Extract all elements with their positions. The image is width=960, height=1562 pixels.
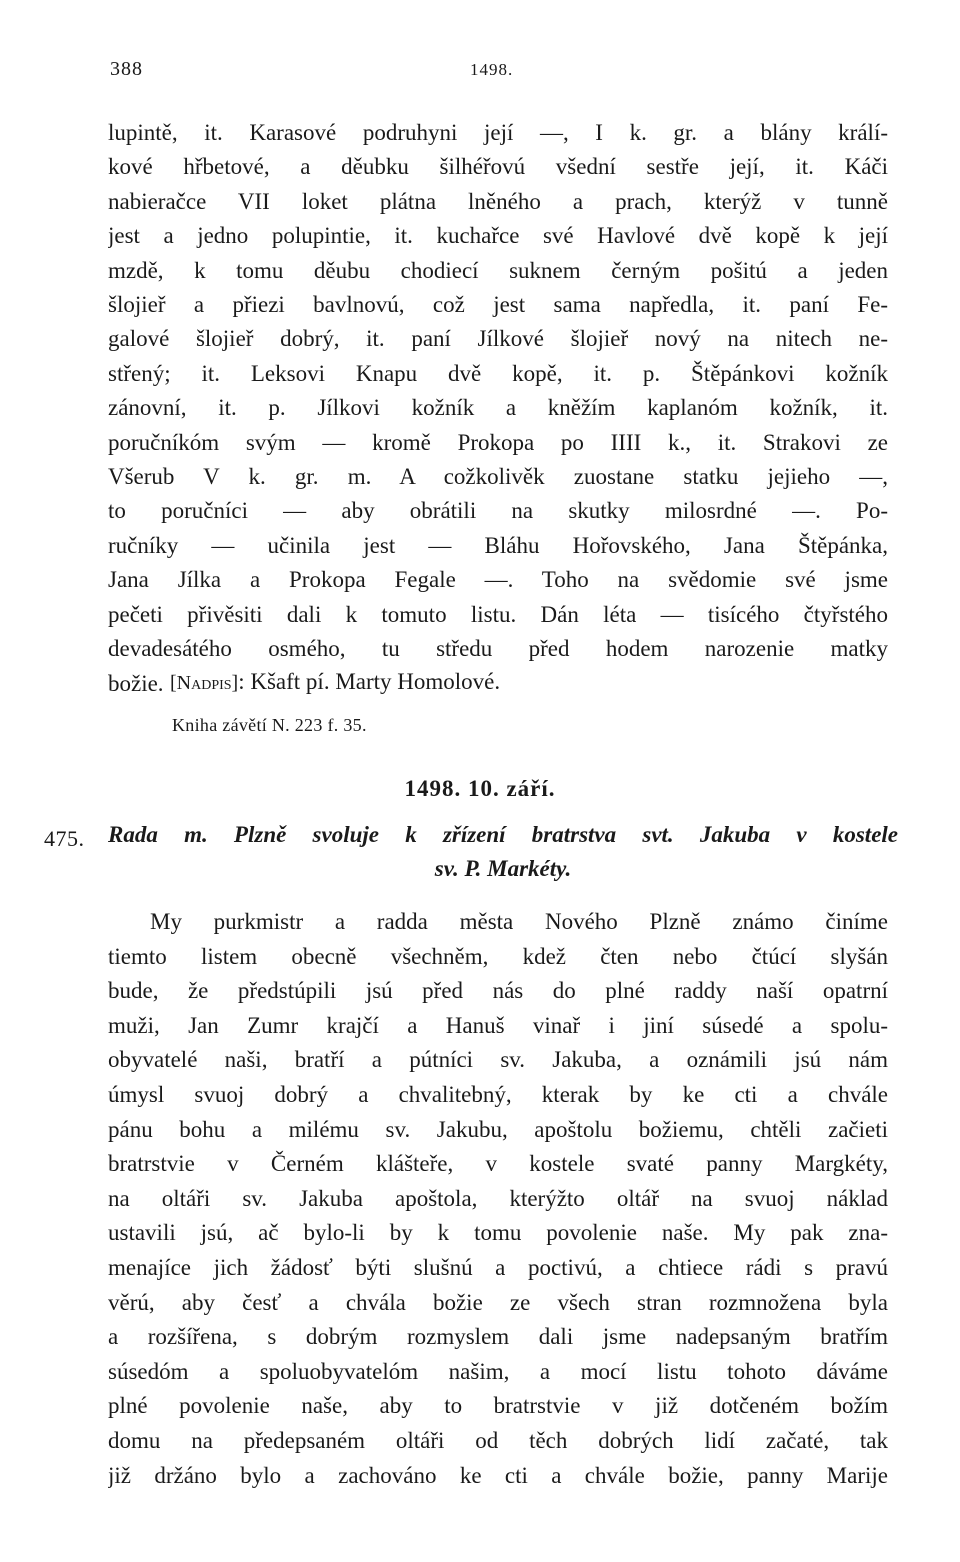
text-line: zánovní, it. p. Jílkovi kožník a kněžím kaplanóm kožník, it. xyxy=(108,395,888,421)
text-line: devadesátého osmého, tu středu před hodem narozenie matky xyxy=(108,636,888,662)
page-number: 388 xyxy=(110,58,143,80)
text-line: Všerub V k. gr. m. A cožkolivěk zuostane statku jejieho —, xyxy=(108,464,888,490)
text-line: tiemto listem obecně všechněm, kdež čten nebo čtúcí slyšán xyxy=(108,943,888,969)
text-line: na oltáři sv. Jakuba apoštola, kterýžto oltář na svuoj náklad xyxy=(108,1185,888,1211)
text-line: súsedóm a spoluobyvatelóm našim, a mocí listu tohoto dáváme xyxy=(108,1358,888,1384)
text-line: již držáno bylo a zachováno ke cti a chvále božie, panny Marije xyxy=(108,1462,888,1488)
regest-line: sv. P. Markéty. xyxy=(434,856,572,881)
text-line: ustavili jsú, ač bylo-li by k tomu povolenie naše. My pak zna- xyxy=(108,1220,888,1246)
text-line: šlojieř a přiezi bavlnovú, což jest sama napředla, it. paní Fe- xyxy=(108,292,888,318)
text-line: úmysl svuoj dobrý a chvalitebný, kterak by ke cti a chvále xyxy=(108,1081,888,1107)
text-line: nabieračce VII loket plátna lněného a prach, kterýž v tunně xyxy=(108,188,888,214)
text-line: pečeti přivěsiti dali k tomuto listu. Dán léta — tisícého čtyřstého xyxy=(108,601,888,627)
inscription-text: : Kšaft pí. Marty Homolové. xyxy=(238,669,501,694)
text-line: střený; it. Leksovi Knapu dvě kopě, it. p. Štěpánkovi kožník xyxy=(108,360,888,386)
text-line: My purkmistr a radda města Nového Plzně známo činíme xyxy=(150,909,888,934)
text-line: bude, že předstúpili jsú před nás do plné raddy naší opatrní xyxy=(108,978,888,1004)
entry-number: 475. xyxy=(44,826,85,851)
text-line: Jana Jílka a Prokopa Fegale —. Toho na svědomie své jsme xyxy=(108,567,888,593)
text-line: božie. xyxy=(108,670,164,696)
text-line: galové šlojieř dobrý, it. paní Jílkové šlojieř nový na nitech ne- xyxy=(108,326,888,352)
regest-line: Rada m. Plzně svoluje k zřízení bratrstva svt. Jakuba v kostele xyxy=(108,822,898,847)
text-line: lupintě, it. Karasové podruhyni její —, I k. gr. a blány králí- xyxy=(108,120,888,145)
text-line: ručníky — učinila jest — Bláhu Hořovského, Jana Štěpánka, xyxy=(108,532,888,558)
inscription-note xyxy=(170,669,500,695)
text-line: poručníkóm svým — kromě Prokopa po IIII k., it. Strakovi ze xyxy=(108,429,888,455)
text-line: muži, Jan Zumr krajčí a Hanuš vinař i jiní súsedé a spolu- xyxy=(108,1012,888,1038)
inscription-label: [Nadpis] xyxy=(170,672,239,694)
running-head-year: 1498. xyxy=(470,60,514,79)
text-line: menajíce jich žádosť býti slušnú a poctivú, a chtiece rádi s pravú xyxy=(108,1254,888,1280)
text-line: jest a jedno polupintie, it. kuchařce své Havlové dvě kopě k její xyxy=(108,223,888,249)
text-line: domu na předepsaném oltáři od těch dobrých lidí začaté, tak xyxy=(108,1427,888,1453)
text-line: plné povolenie naše, aby to bratrstvie v již dotčeném božím xyxy=(108,1393,888,1419)
text-line: věrú, aby česť a chvála božie ze všech stran rozmnožena byla xyxy=(108,1289,888,1315)
text-line: a rozšířena, s dobrým rozmyslem dali jsme nadepsaným bratřím xyxy=(108,1324,888,1350)
text-line: kové hřbetové, a děubku šilhéřovú všední sestře její, it. Káči xyxy=(108,154,888,180)
text-line: pánu bohu a milému sv. Jakubu, apoštolu božiemu, chtěli začieti xyxy=(108,1116,888,1142)
source-citation: Kniha závětí N. 223 f. 35. xyxy=(172,715,367,735)
text-line: obyvatelé naši, bratří a pútníci sv. Jakuba, a oznámili jsú nám xyxy=(108,1047,888,1073)
entry-date-heading: 1498. 10. září. xyxy=(404,776,556,801)
text-line: to poručníci — aby obrátili na skutky milosrdné —. Po- xyxy=(108,498,888,524)
entry-regest xyxy=(108,818,898,886)
testament-text-continuation xyxy=(108,116,888,701)
text-line: bratrstvie v Černém klášteře, v kostele svaté panny Margkéty, xyxy=(108,1151,888,1177)
text-line: mzdě, k tomu děubu chodiecí suknem černým pošitú a jeden xyxy=(108,257,888,283)
charter-text xyxy=(108,905,888,1493)
